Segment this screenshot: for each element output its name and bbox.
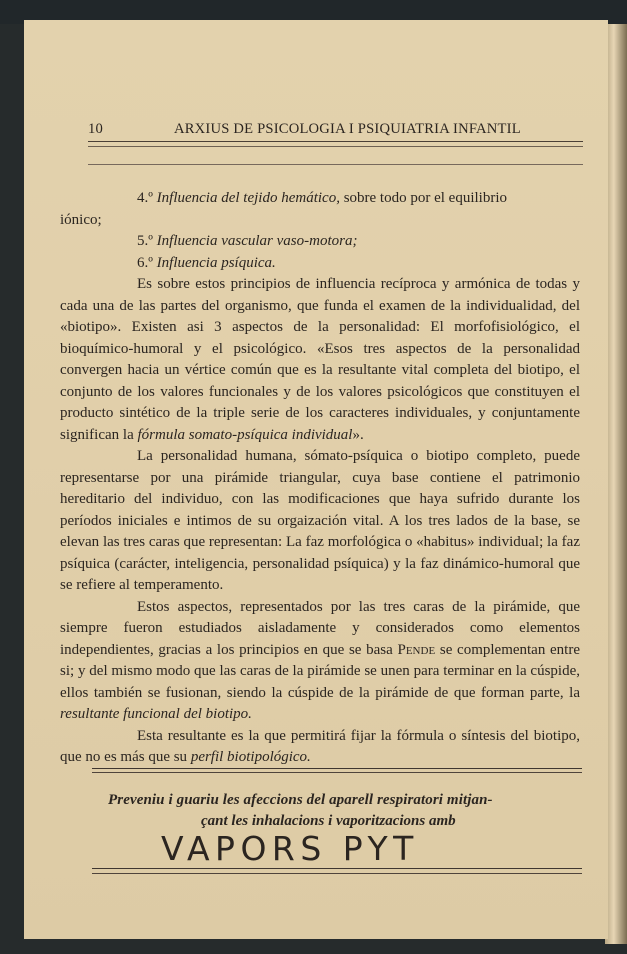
running-title: ARXIUS DE PSICOLOGIA I PSIQUIATRIA INFANTIL <box>174 121 521 137</box>
list-item-4: 4.º Influencia del tejido hemático, sobre todo por el equilibrio <box>137 190 507 206</box>
page-header <box>88 121 581 141</box>
paragraph-2: La personalidad humana, sómato-psíquica o biotipo completo, puede representarse por una pirámide triangular, cuya base contiene el patrimonio hereditario del individuo, con las modificaciones que haya sufrido durante los períodos iniciales e intimos de su orgaización vital. A los tres lados de la base, se elevan las tres caras que representan: La faz morfológica o «habitus» individual; la faz psíquica (carácter, inteligencia, personalidad psíquica) y la faz dinámico-humoral que se refiere al temperamento. <box>60 448 580 593</box>
paragraph-1: Es sobre estos principios de influencia recíproca y armónica de todas y cada una de las partes del organismo, que funda el examen de la individualidad, del «biotipo». Existen asi 3 aspectos de la personalidad: El morfofisiológico, el bioquímico-humoral y el psicológico. «Esos tres aspectos de la personalidad convergen hacia un vértice común que es la resultante vital completa del biotipo, el conjunto de los valores funcionales y de los valores psicológicos que constituyen el producto sintético de la triple serie de los caracteres individuales, y conjuntamente significan la fórmula somato-psíquica individual». <box>60 276 580 443</box>
header-rule-lower <box>88 164 583 165</box>
list-item-5: 5.º Influencia vascular vaso-motora; <box>137 233 358 249</box>
ad-top-rule-thin <box>92 772 582 773</box>
ad-bottom-rule-thin <box>92 873 582 874</box>
document-page <box>24 20 608 939</box>
advertisement-brand: VAPORS PYT <box>161 829 419 868</box>
header-rule-thin <box>88 146 583 147</box>
advertisement-line-1: Preveniu i guariu les afeccions del aparell respiratori mitjan- <box>108 792 493 808</box>
advertisement-line-2: çant les inhalacions i vaporitzacions amb <box>201 813 456 829</box>
page-number: 10 <box>88 121 103 137</box>
article-body <box>60 188 580 769</box>
paragraph-4: Esta resultante es la que permitirá fijar la fórmula o síntesis del biotipo, que no es más que su perfil biotipológico. <box>60 727 580 765</box>
paragraph-3: Estos aspectos, representados por las tres caras de la pirámide, que siempre fueron estudiados aisladamente y considerados como elementos independientes, gracias a los principios en que se basa Pende se complementan entre si; y del mismo modo que las caras de la pirámide se unen para terminar en la cúspide, ellos también se fusionan, siendo la cúspide de la pirámide de que forman parte, la resultante funcional del biotipo. <box>60 598 581 722</box>
ad-bottom-rule <box>92 868 582 869</box>
ad-top-rule <box>92 768 582 769</box>
header-rule <box>88 141 583 142</box>
list-item-6: 6.º Influencia psíquica. <box>137 254 276 271</box>
next-page-edge <box>605 24 627 944</box>
list-item-4-continuation: iónico; <box>60 211 102 228</box>
